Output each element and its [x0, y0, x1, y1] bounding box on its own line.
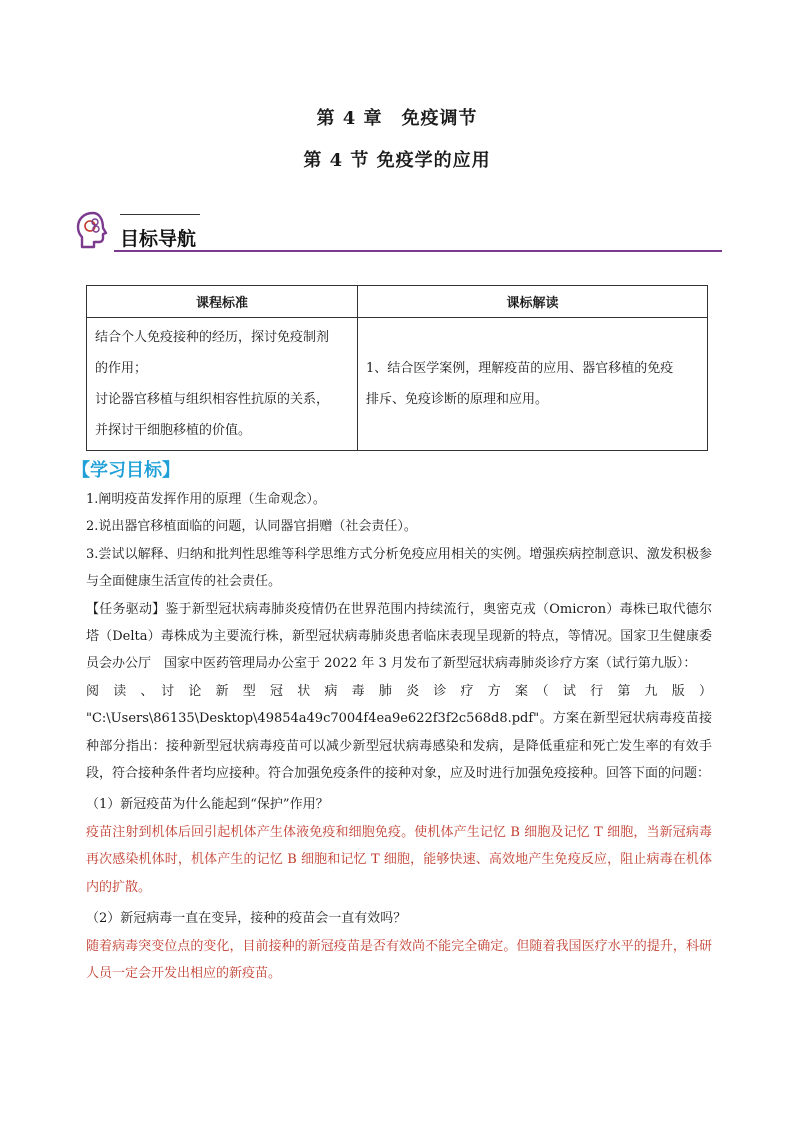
question-2: （2）新冠病毒一直在变异，接种的疫苗会一直有效吗？: [86, 911, 407, 927]
goal-nav-header: [74, 210, 722, 254]
standard-line: 讨论器官移植与组织相容性抗原的关系，: [95, 392, 330, 407]
header-course-standard: 课程标准: [87, 286, 358, 318]
chapter-title: 第 4 章 免疫调节: [316, 108, 478, 129]
standard-cell: [87, 318, 358, 451]
answer-2: 随着病毒突变位点的变化，目前接种的新冠疫苗是否有效尚不能完全确定。但随着我国医疗水平的提升，科研人员一定会开发出相应的新疫苗。: [86, 938, 712, 981]
task-paragraph: 【任务驱动】鉴于新型冠状病毒肺炎疫情仍在世界范围内持续流行，奥密克戎（Omicron）毒株已取代德尔塔（Delta）毒株成为主要流行株，新型冠状病毒肺炎患者临床表现呈现新的特点，等情况。国家卫生健康委员会办公厅 国家中医药管理局办公室于 2022 年 3 月发布了新型冠状病毒肺炎诊疗方案（试行第九版）：: [86, 601, 712, 672]
body-text: [86, 486, 712, 987]
learning-goals-heading: 【学习目标】: [72, 460, 180, 481]
question-1: （1）新冠疫苗为什么能起到“保护”作用？: [86, 797, 329, 813]
task-paragraph-path: "C:\Users\86135\Desktop\49854a49c7004f4ea9e622f3f2c568d8.pdf"。方案在新型冠状病毒疫苗接种部分指出：接种新型冠状病毒疫苗可以减少新型冠状病毒感染和发病，是降低重症和死亡发生率的有效手段，符合接种条件者均应接种。符合加强免疫条件的接种对象，应及时进行加强免疫接种。回答下面的问题：: [86, 711, 712, 782]
section-title: 第 4 节 免疫学的应用: [303, 150, 491, 171]
nav-underline: [114, 250, 722, 252]
goal-item: 3.尝试以解释、归纳和批判性思维等科学思维方式分析免疫应用相关的实例。增强疾病控制意识、激发积极参与全面健康生活宣传的社会责任。: [86, 546, 712, 590]
table-row: [87, 318, 708, 451]
goal-item: 1.阐明疫苗发挥作用的原理（生命观念）。: [86, 492, 326, 507]
head-brain-icon: [74, 210, 112, 250]
goal-item: 2.说出器官移植面临的问题，认同器官捐赠（社会责任）。: [86, 519, 417, 535]
task-reading-line: 阅 读 、 讨 论 新 型 冠 状 病 毒 肺 炎 诊 疗 方 案 （ 试 行 第 九 版 ）: [86, 683, 712, 699]
standard-line: 结合个人免疫接种的经历，探讨免疫制剂: [95, 330, 330, 345]
standard-line: 并探讨干细胞移植的价值。: [95, 423, 252, 438]
nav-top-line: [120, 214, 200, 215]
interpretation-line: 1、结合医学案例，理解疫苗的应用、器官移植的免疫: [366, 361, 674, 376]
nav-title: 目标导航: [120, 228, 197, 250]
header-standard-interpretation: 课标解读: [358, 286, 708, 318]
answer-1: 疫苗注射到机体后回引起机体产生体液免疫和细胞免疫。使机体产生记忆 B 细胞及记忆 T 细胞，当新冠病毒再次感染机体时，机体产生的记忆 B 细胞和记忆 T 细胞，能够快速、高效地产生免疫反应，阻止病毒在机体内的扩散。: [86, 824, 712, 895]
interpretation-line: 排斥、免疫诊断的原理和应用。: [366, 392, 549, 407]
course-standard-table: [86, 285, 708, 451]
interpretation-cell: [358, 318, 708, 451]
standard-line: 的作用；: [95, 361, 148, 376]
table-header-row: [87, 286, 708, 318]
